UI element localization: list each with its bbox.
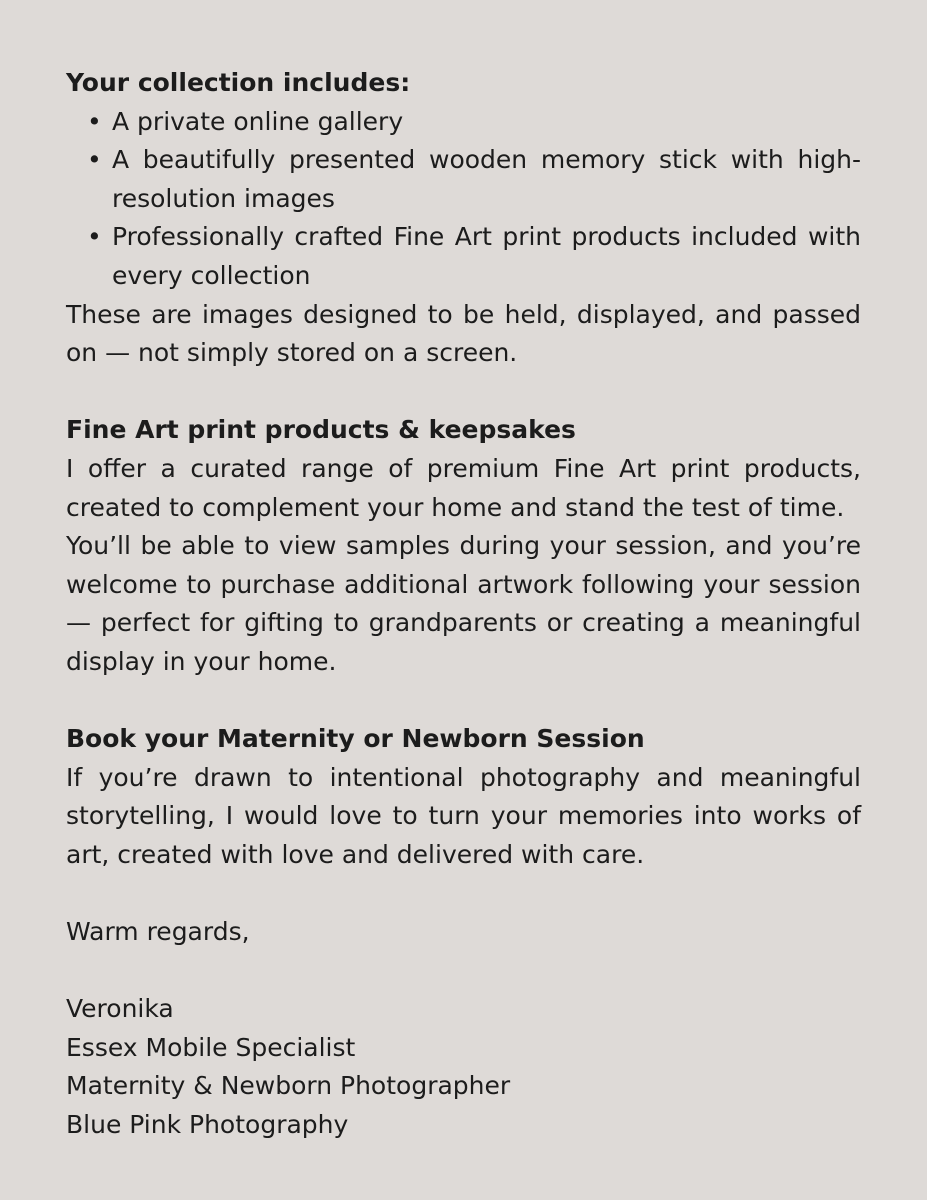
- booking-heading: Book your Maternity or Newborn Session: [66, 724, 645, 754]
- signoff-title: Maternity & Newborn Photographer: [66, 1071, 511, 1101]
- signoff-business: Blue Pink Photography: [66, 1110, 349, 1140]
- signoff-title: Essex Mobile Specialist: [66, 1032, 356, 1062]
- list-item-text: A beautifully presented wooden memory stick with high-resolution images: [112, 145, 861, 213]
- collection-section: [66, 64, 861, 373]
- spacer: [66, 682, 861, 721]
- list-item-text: A private online gallery: [112, 106, 404, 136]
- booking-paragraph: If you’re drawn to intentional photography and meaningful storytelling, I would love to turn your memories into works of art, created with love and delivered with care.: [66, 762, 861, 869]
- print-products-paragraph: I offer a curated range of premium Fine Art print products, created to complement your home and stand the test of time.: [66, 453, 861, 522]
- spacer: [66, 874, 861, 913]
- spacer: [66, 373, 861, 412]
- signoff-greeting: Warm regards,: [66, 917, 250, 947]
- collection-list: [66, 103, 861, 296]
- list-item-text: Professionally crafted Fine Art print products included with every collection: [112, 222, 861, 290]
- list-item: [87, 141, 861, 218]
- spacer: [66, 952, 861, 991]
- bullet-icon: •: [87, 222, 102, 252]
- bullet-icon: •: [87, 145, 102, 175]
- print-products-heading: Fine Art print products & keepsakes: [66, 415, 576, 445]
- signoff-name: Veronika: [66, 994, 174, 1024]
- collection-closing: These are images designed to be held, displayed, and passed on — not simply stored on a screen.: [66, 299, 861, 368]
- document-body: [66, 64, 861, 1145]
- list-item: [87, 103, 861, 142]
- collection-heading: Your collection includes:: [66, 68, 411, 97]
- print-products-section: [66, 411, 861, 681]
- signoff-section: [66, 913, 861, 1145]
- list-item: [87, 218, 861, 295]
- booking-section: [66, 720, 861, 874]
- bullet-icon: •: [87, 106, 102, 136]
- print-products-paragraph: You’ll be able to view samples during your session, and you’re welcome to purchase additional artwork following your session — perfect for gifting to grandparents or creating a meaningful display in your home.: [66, 531, 861, 676]
